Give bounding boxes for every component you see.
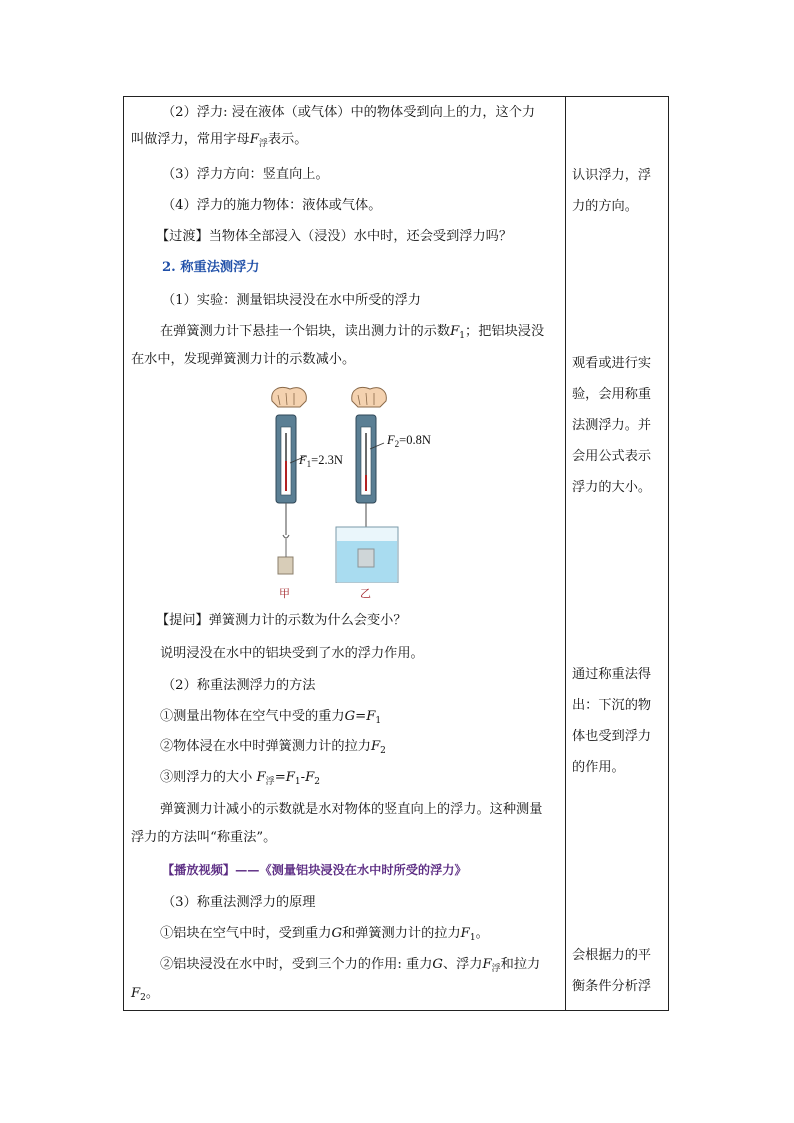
video-line: 【播放视频】——《测量铝块浸没在水中时所受的浮力》 (162, 863, 467, 877)
side-note: 通过称重法得 (572, 667, 652, 682)
hand-icon (272, 388, 307, 408)
side-note: 的作用。 (572, 760, 625, 775)
text-line: 叫做浮力，常用字母$F_浮$表示。 (131, 132, 308, 149)
side-note: 体也受到浮力 (572, 729, 652, 744)
text-line: ③则浮力的大小 $F_浮=F_1-F_2$ (160, 770, 320, 787)
column-divider (565, 96, 566, 1011)
side-note: 会根据力的平 (572, 948, 652, 963)
text-line: ②铝块浸没在水中时，受到三个力的作用: 重力G、浮力$F_浮$和拉力 (160, 957, 541, 974)
text-line: 在弹簧测力计下悬挂一个铝块，读出测力计的示数$F_1$；把铝块浸没 (160, 324, 545, 341)
section-heading: 2. 称重法测浮力 (162, 260, 260, 275)
spring-scale-left (276, 415, 296, 574)
text-line: 弹簧测力计减小的示数就是水对物体的竖直向上的浮力。这种测量 (160, 802, 543, 817)
side-note: 浮力的大小。 (572, 480, 652, 495)
text-line: （1）实验：测量铝块浸没在水中所受的浮力 (162, 293, 421, 308)
text-line: （3）称重法测浮力的原理 (162, 895, 316, 910)
f1-label: $F_1=2.3N$ (299, 453, 343, 469)
text-line: （2）称重法测浮力的方法 (162, 678, 316, 693)
beaker (336, 527, 398, 583)
side-note: 衡条件分析浮 (572, 979, 652, 994)
text-line: （2）浮力: 浸在液体（或气体）中的物体受到向上的力，这个力 (162, 105, 536, 120)
text-line: 【提问】弹簧测力计的示数为什么会变小？ (156, 613, 407, 628)
caption-left: 甲 (279, 587, 290, 600)
side-note: 验，会用称重 (572, 387, 652, 402)
text-line: 【过渡】当物体全部浸入（浸没）水中时，还会受到浮力吗？ (156, 229, 513, 244)
side-note: 认识浮力，浮 (572, 168, 652, 183)
spring-scale-right (356, 415, 376, 543)
f2-label: $F_2=0.8N$ (387, 433, 431, 449)
text-line: （3）浮力方向：竖直向上。 (162, 167, 329, 182)
text-line: ①测量出物体在空气中受的重力$G=F_1$ (160, 709, 382, 726)
text-line: ②物体浸在水中时弹簧测力计的拉力$F_2$ (160, 739, 386, 756)
side-note: 观看或进行实 (572, 356, 652, 371)
caption-right: 乙 (360, 587, 371, 600)
side-note: 出：下沉的物 (572, 698, 652, 713)
spring-scale-figure (260, 383, 430, 583)
text-line: 浮力的方法叫“称重法”。 (131, 830, 277, 845)
text-line: ①铝块在空气中时，受到重力G和弹簧测力计的拉力$F_1$。 (160, 926, 489, 943)
side-note: 力的方向。 (572, 199, 638, 214)
text-line: （4）浮力的施力物体：液体或气体。 (162, 198, 382, 213)
hand-icon (352, 388, 387, 408)
text-line: $F_2$。 (131, 986, 160, 1003)
text-line: 说明浸没在水中的铝块受到了水的浮力作用。 (160, 646, 424, 661)
text-line: 在水中，发现弹簧测力计的示数减小。 (131, 352, 356, 367)
side-note: 法测浮力。并 (572, 418, 652, 433)
side-note: 会用公式表示 (572, 449, 652, 464)
